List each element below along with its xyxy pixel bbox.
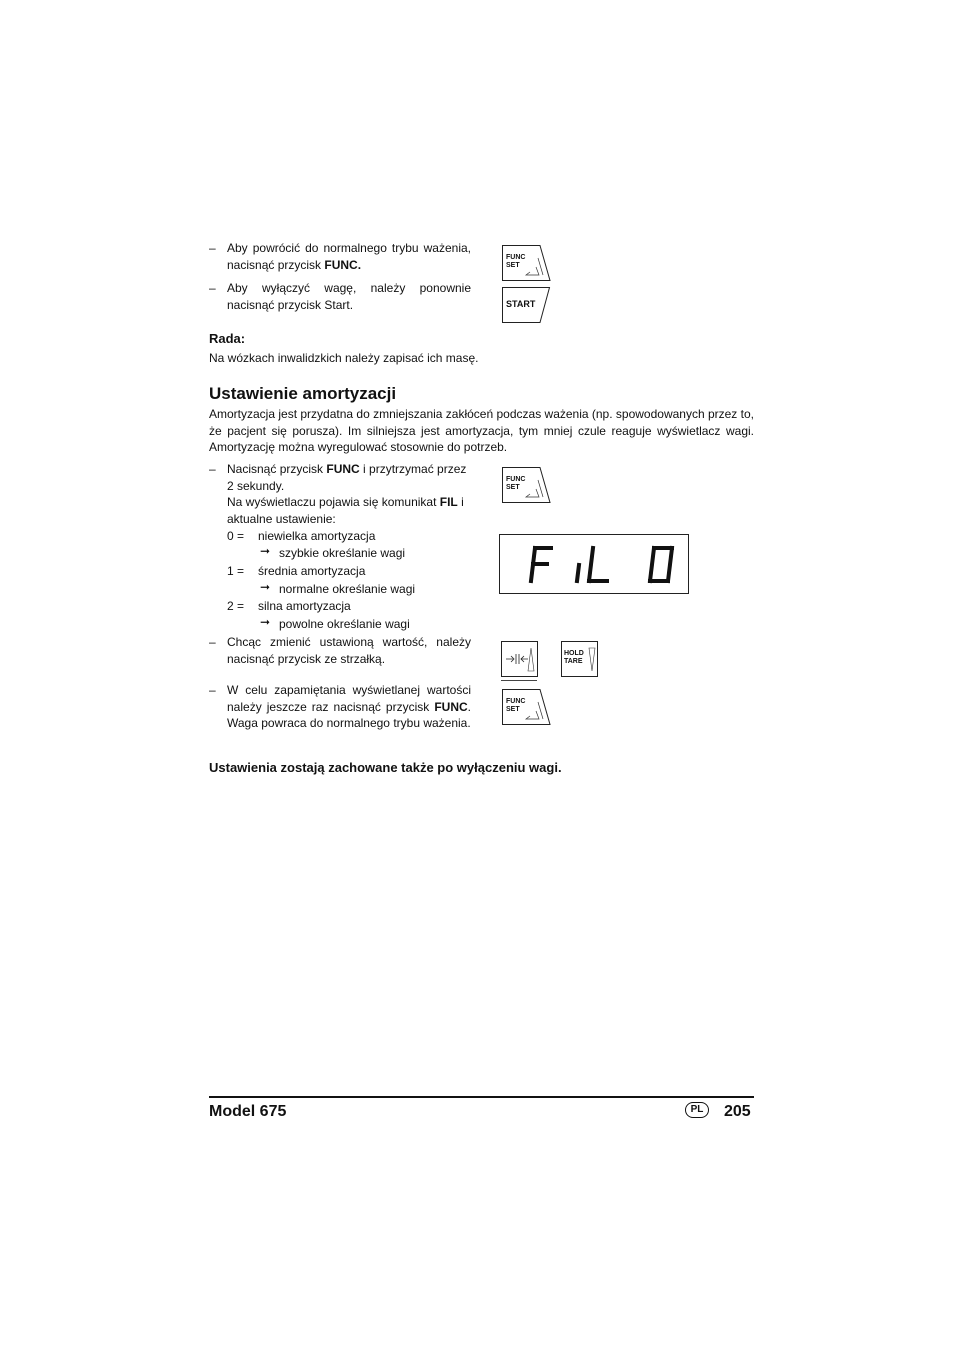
- key-label: SET: [506, 262, 520, 269]
- page-number: 205: [724, 1103, 751, 1120]
- fil-keyword: FIL: [439, 495, 458, 509]
- instruction-text: i przytrzymać przez 2 sekundy.: [227, 462, 467, 493]
- option-key: 2 =: [227, 599, 245, 613]
- scale-display: [499, 534, 689, 594]
- key-label: FUNC: [506, 476, 526, 483]
- option-result: powolne określanie wagi: [279, 617, 410, 631]
- settings-note: Ustawienia zostają zachowane także po wyłączeniu wagi.: [209, 760, 562, 775]
- func-set-key[interactable]: [502, 467, 549, 502]
- instruction-text: Na wyświetlaczu pojawia się komunikat: [227, 495, 440, 509]
- section-paragraph: Amortyzacja jest przydatna do zmniejszania zakłóceń podczas ważenia (np. spowodowanych przez to, że pacjent się porusza). Im silniejsza jest amortyzacja, tym mniej czule reaguje wyświetlacz wagi. Amortyzację można wyregulować stosownie do potrzeb.: [209, 407, 754, 454]
- bullet-dash: –: [209, 241, 216, 255]
- key-underline: [501, 680, 537, 681]
- section-heading: Ustawienie amortyzacji: [209, 384, 397, 403]
- instruction-text: Aby powrócić do normalnego trybu ważenia, nacisnąć przycisk: [227, 241, 471, 272]
- instruction-text: i aktualne ustawienie:: [227, 495, 464, 526]
- func-keyword: FUNC: [434, 699, 468, 714]
- key-shape-icon: [501, 641, 538, 677]
- instruction-text: W celu zapamiętania wyświetlanej wartości należy jeszcze raz nacisnąć przycisk: [227, 683, 471, 714]
- key-label: SET: [506, 706, 520, 713]
- option-label: niewielka amortyzacja: [258, 529, 376, 543]
- key-label: START: [506, 299, 536, 309]
- option-key: 1 =: [227, 564, 245, 578]
- seven-segment-readout-icon: [500, 535, 690, 595]
- instruction-switch-off: [209, 280, 471, 313]
- func-keyword: FUNC.: [324, 257, 362, 272]
- instruction-text: Aby wyłączyć wagę, należy ponownie nacisnąć przycisk Start.: [227, 281, 471, 312]
- option-result: normalne określanie wagi: [279, 582, 416, 596]
- option-result: szybkie określanie wagi: [279, 546, 406, 560]
- func-set-key[interactable]: [502, 245, 549, 280]
- language-badge: [685, 1102, 709, 1118]
- start-key[interactable]: [502, 287, 549, 322]
- key-label: FUNC: [506, 698, 526, 705]
- bullet-dash: –: [209, 635, 216, 649]
- key-label: TARE: [564, 658, 583, 665]
- tip-text: Na wózkach inwalidzkich należy zapisać ich masę.: [209, 351, 479, 365]
- func-set-key[interactable]: [502, 689, 549, 724]
- bullet-dash: –: [209, 462, 216, 476]
- footer-rule: [209, 1096, 754, 1098]
- arrow-right-icon: ➞: [260, 544, 271, 558]
- step-change-value: [209, 634, 471, 667]
- option-label: średnia amortyzacja: [258, 564, 366, 578]
- option-key: 0 =: [227, 529, 245, 543]
- key-label: HOLD: [564, 650, 584, 657]
- arrow-key[interactable]: [501, 641, 537, 676]
- footer-model: Model 675: [209, 1103, 287, 1120]
- step-save-value: [209, 682, 471, 732]
- func-keyword: FUNC: [326, 462, 360, 476]
- instruction-text: Nacisnąć przycisk: [227, 462, 327, 476]
- instruction-text: . Waga powraca do normalnego trybu ważenia.: [227, 699, 471, 730]
- hold-tare-key[interactable]: [561, 641, 597, 676]
- key-label: FUNC: [506, 254, 526, 261]
- key-label: SET: [506, 484, 520, 491]
- step-hold-func: [209, 461, 471, 527]
- option-label: silna amortyzacja: [258, 599, 351, 613]
- instruction-return-normal: [209, 240, 471, 273]
- language-code: PL: [690, 1104, 704, 1115]
- arrow-right-icon: ➞: [260, 615, 271, 629]
- instruction-text: Chcąc zmienić ustawioną wartość, należy nacisnąć przycisk ze strzałką.: [227, 635, 471, 666]
- bullet-dash: –: [209, 683, 216, 697]
- bullet-dash: –: [209, 281, 216, 295]
- tip-title: Rada:: [209, 331, 246, 346]
- arrow-right-icon: ➞: [260, 580, 271, 594]
